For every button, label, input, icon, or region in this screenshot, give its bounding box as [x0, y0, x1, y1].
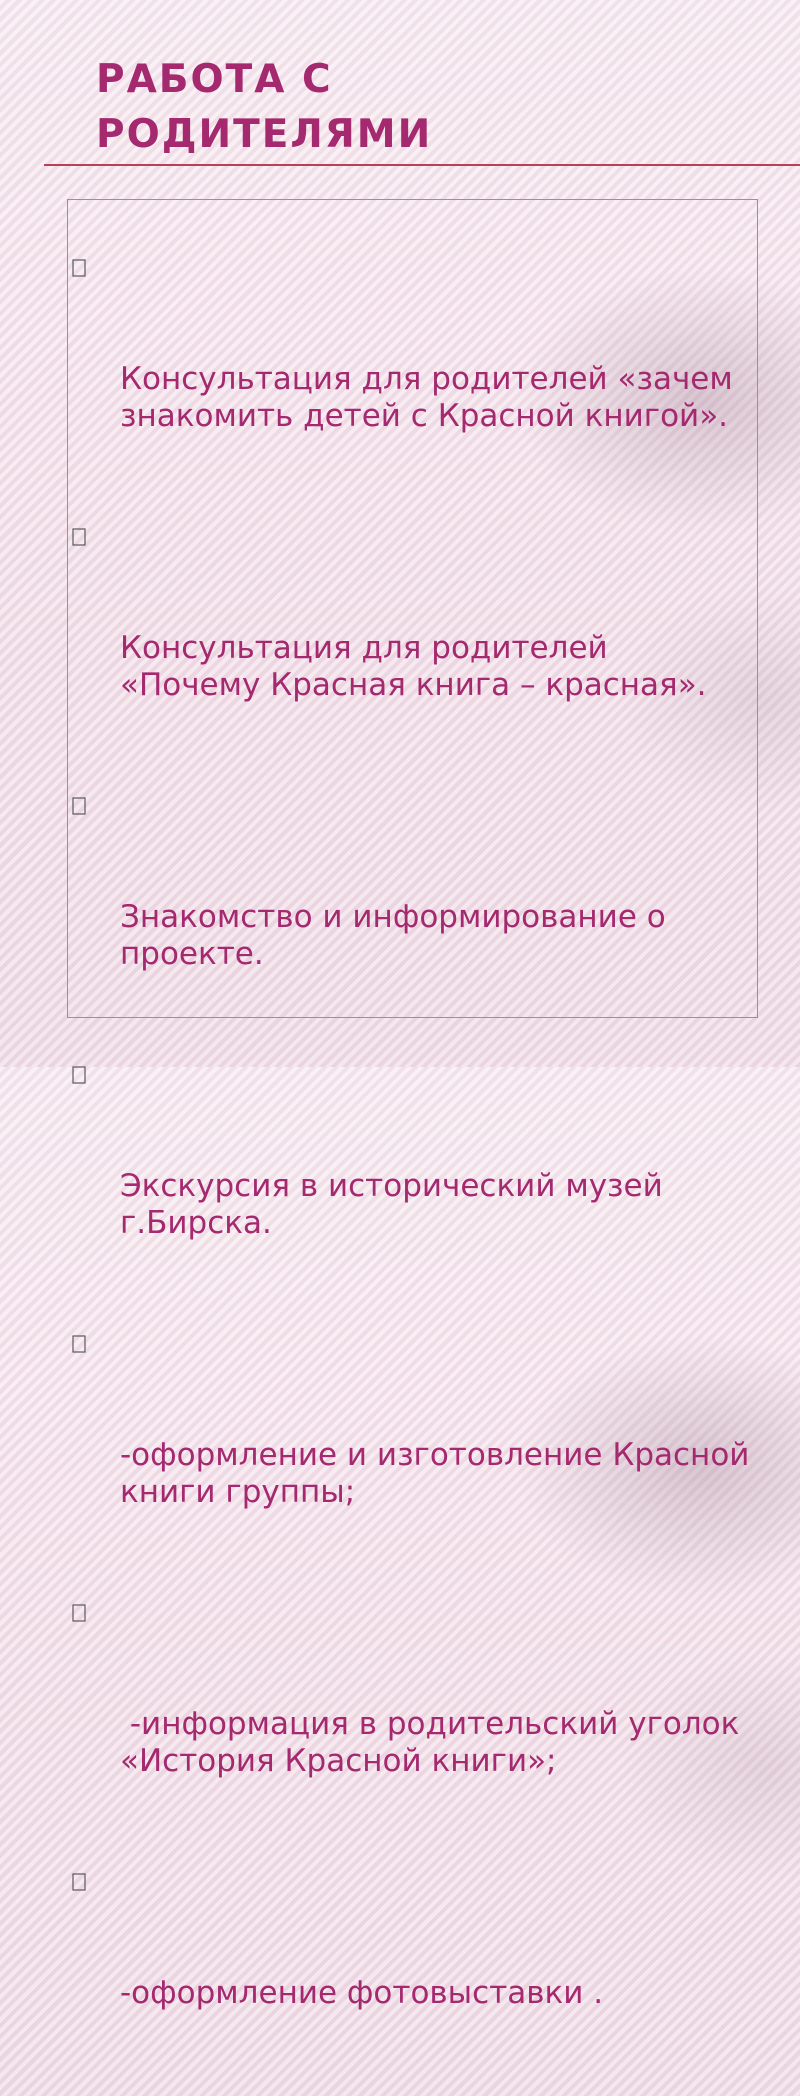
- list-item: [72, 1326, 760, 1585]
- bullet-text: -оформление фотовыставки .: [120, 1975, 604, 2011]
- bullet-text: -информация в родительский уголок «История Красной книги»;: [120, 1706, 750, 1779]
- list-item: [72, 1864, 752, 2086]
- list-item: [72, 1057, 752, 1316]
- list-item: [72, 519, 752, 778]
- open-square-bullet-icon: [72, 1604, 86, 1622]
- bullet-text: Консультация для родителей «зачем знакомить детей с Красной книгой».: [120, 361, 743, 434]
- open-square-bullet-icon: [72, 259, 86, 277]
- title-underline: [44, 164, 800, 166]
- bullet-text: Знакомство и информирование о проекте.: [120, 899, 676, 972]
- list-item: [72, 1595, 752, 1854]
- slide-title: РАБОТА С РОДИТЕЛЯМИ: [96, 57, 433, 157]
- open-square-bullet-icon: [72, 1066, 86, 1084]
- open-square-bullet-icon: [72, 797, 86, 815]
- bullet-list: [72, 250, 760, 2096]
- bullet-text: Консультация для родителей «Почему Красная книга – красная».: [120, 630, 707, 703]
- open-square-bullet-icon: [72, 1873, 86, 1891]
- open-square-bullet-icon: [72, 528, 86, 546]
- open-square-bullet-icon: [72, 1335, 86, 1353]
- bullet-text: -оформление и изготовление Красной книги группы;: [120, 1437, 760, 1510]
- list-item: [72, 250, 752, 509]
- list-item: [72, 788, 752, 1047]
- bullet-text: Экскурсия в исторический музей г.Бирска.: [120, 1168, 673, 1241]
